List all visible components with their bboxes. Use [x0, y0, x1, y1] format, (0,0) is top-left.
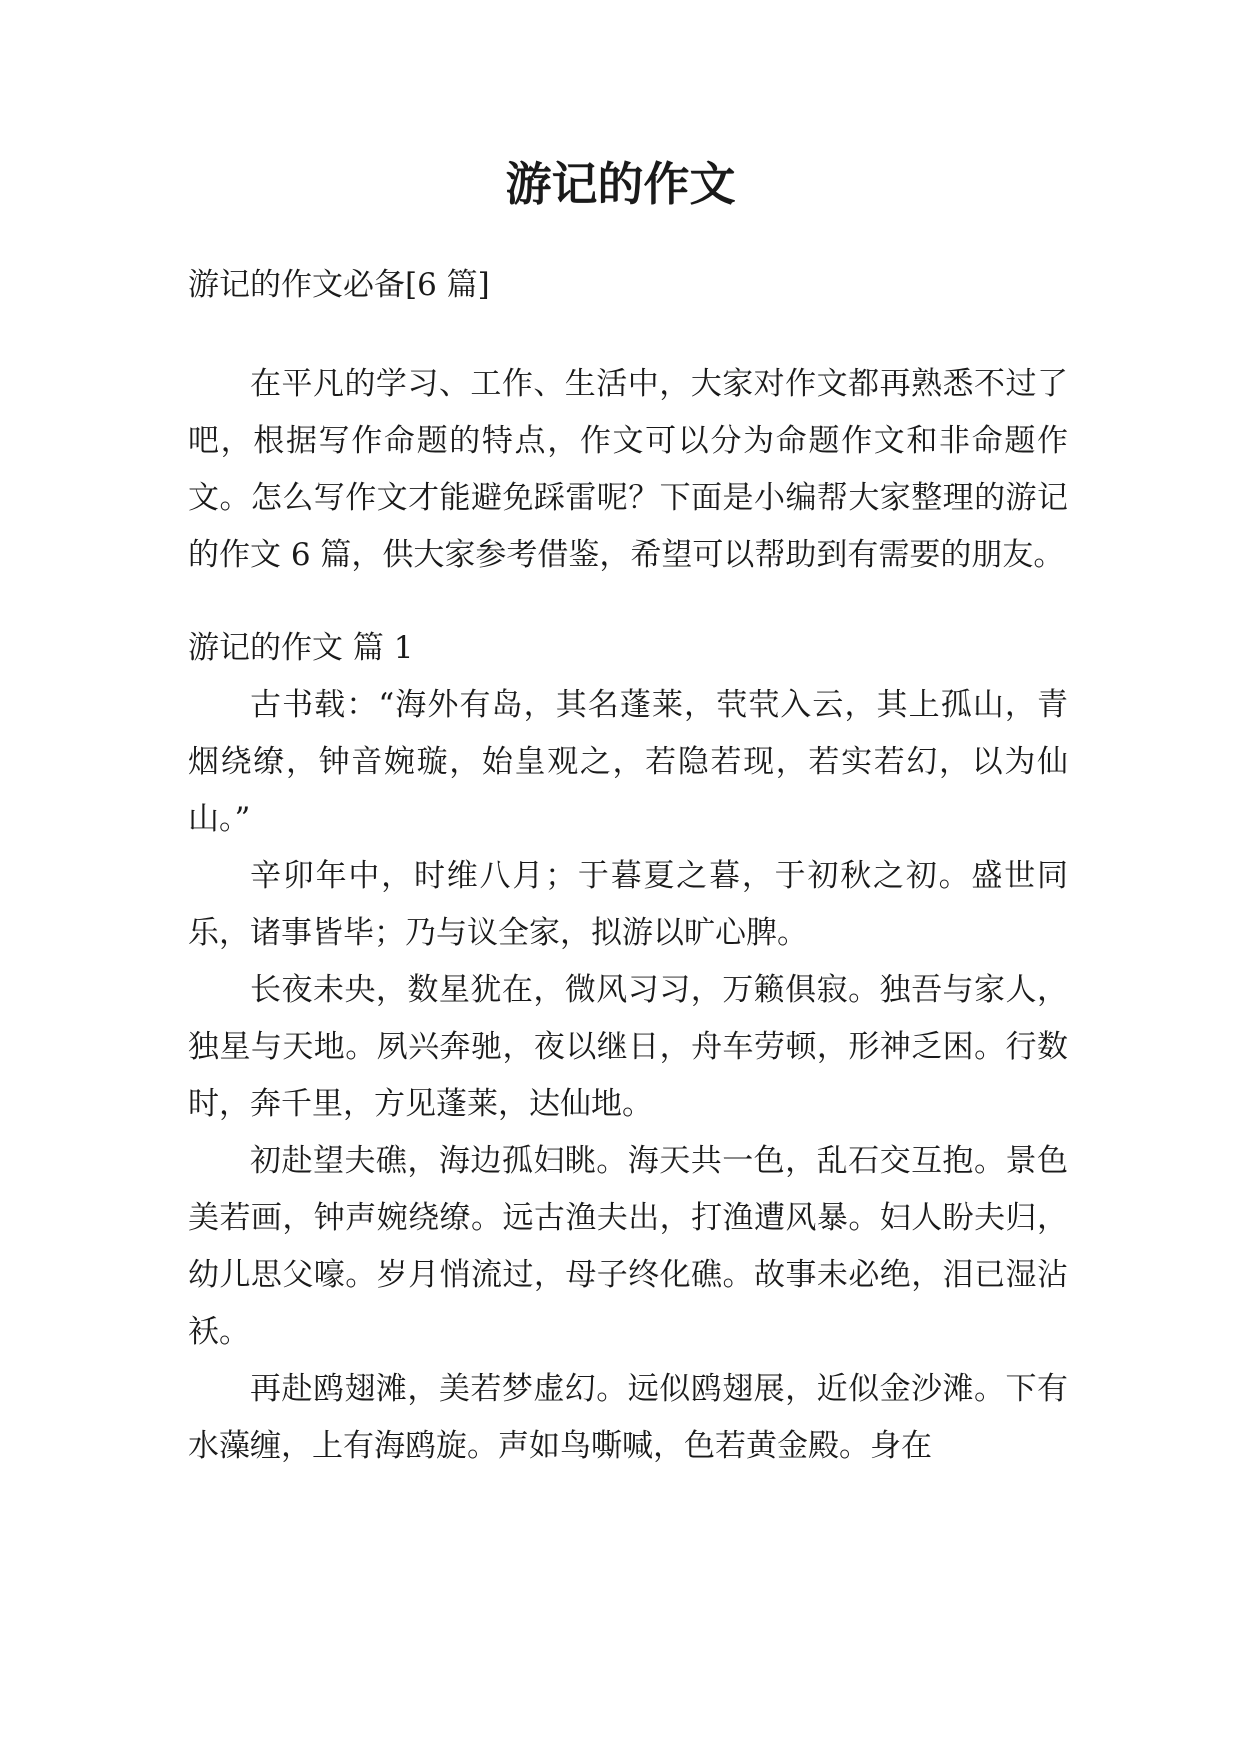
- body-paragraph: 再赴鸥翅滩，美若梦虚幻。远似鸥翅展，近似金沙滩。下有水藻缠，上有海鸥旋。声如鸟嘶喊，色若黄金殿。身在: [188, 1371, 1068, 1464]
- intro-paragraph: 在平凡的学习、工作、生活中，大家对作文都再熟悉不过了吧，根据写作命题的特点，作文可以分为命题作文和非命题作文。怎么写作文才能避免踩雷呢？下面是小编帮大家整理的游记的作文 6 篇，供大家参考借鉴，希望可以帮助到有需要的朋友。: [188, 366, 1068, 573]
- body-paragraph: 辛卯年中，时维八月；于暮夏之暮，于初秋之初。盛世同乐，诸事皆毕；乃与议全家，拟游以旷心脾。: [188, 858, 1068, 951]
- intro-block: [188, 356, 1068, 584]
- document-subtitle: 游记的作文必备[6 篇]: [188, 267, 490, 303]
- page-title: 游记的作文: [505, 157, 736, 211]
- body-paragraph: 长夜未央，数星犹在，微风习习，万籁俱寂。独吾与家人，独星与天地。夙兴奔驰，夜以继日，舟车劳顿，形神乏困。行数时，奔千里，方见蓬莱，达仙地。: [188, 972, 1068, 1122]
- section-heading: 游记的作文 篇 1: [188, 630, 414, 666]
- body-paragraph: 古书载：“海外有岛，其名蓬莱，茕茕入云，其上孤山，青烟绕缭，钟音婉璇，始皇观之，若隐若现，若实若幻，以为仙山。”: [188, 687, 1068, 837]
- section-block: [188, 620, 1068, 1475]
- body-paragraph: 初赴望夫礁，海边孤妇眺。海天共一色，乱石交互抱。景色美若画，钟声婉绕缭。远古渔夫出，打渔遭风暴。妇人盼夫归，幼儿思父嚎。岁月悄流过，母子终化礁。故事未必绝，泪已湿沾袄。: [188, 1143, 1068, 1350]
